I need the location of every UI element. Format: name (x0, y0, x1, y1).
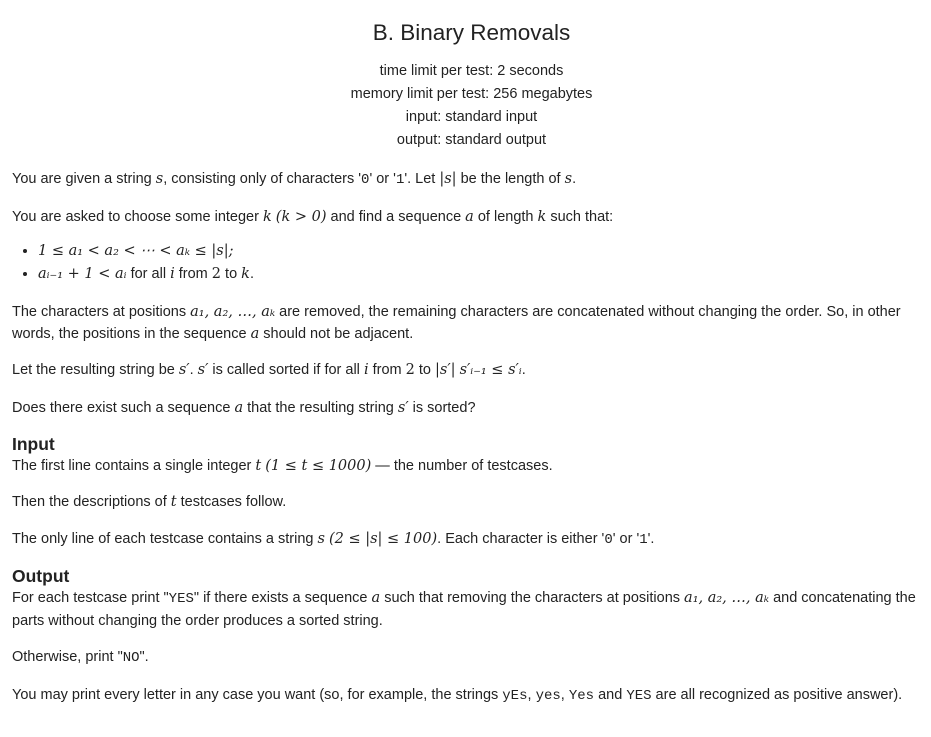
condition-list (12, 240, 931, 286)
input-paragraph-1: The first line contains a single integer t (1 ≤ t ≤ 1000) — the number of testcases. (12, 458, 553, 474)
statement-paragraph-4: Let the resulting string be s′. s′ is called sorted if for all i from 2 to |s′| s′ᵢ₋₁ ≤ s′ᵢ. (12, 362, 526, 378)
time-limit: time limit per test: 2 seconds (379, 63, 564, 79)
statement-paragraph-2: You are asked to choose some integer k (k > 0) and find a sequence a of length k such that: (12, 209, 614, 225)
output-paragraph-3: You may print every letter in any case you want (so, for example, the strings yEs, yes, Yes and YES are all recognized as positive answer). (12, 687, 903, 704)
output-spec: output: standard output (396, 132, 547, 148)
input-paragraph-2: Then the descriptions of t testcases follow. (12, 494, 287, 510)
memory-limit: memory limit per test: 256 megabytes (350, 86, 593, 102)
output-paragraph-1: For each testcase print "YES" if there exists a sequence a such that removing the characters at positions a₁, a₂, …, aₖ and concatenating the parts without changing the order produces a sorted string. (12, 590, 916, 629)
problem-title: B. Binary Removals (372, 20, 571, 45)
statement-paragraph-1: You are given a string s, consisting only of characters '0' or '1'. Let |s| be the length of s. (12, 171, 577, 188)
output-section-title: Output (12, 566, 70, 586)
input-paragraph-3: The only line of each testcase contains a string s (2 ≤ |s| ≤ 100). Each character is either '0' or '1'. (12, 531, 655, 548)
condition-item: • 1 ≤ a₁ < a₂ < ⋯ < aₖ ≤ |s|; (38, 240, 931, 263)
output-paragraph-2: Otherwise, print "NO". (12, 649, 149, 666)
input-spec: input: standard input (405, 109, 538, 125)
problem-header (12, 0, 931, 152)
condition-item: • aᵢ₋₁ + 1 < aᵢ for all i from 2 to k. (38, 263, 931, 286)
input-section-title: Input (12, 434, 55, 454)
statement-paragraph-5: Does there exist such a sequence a that the resulting string s′ is sorted? (12, 400, 476, 416)
statement-paragraph-3: The characters at positions a₁, a₂, …, aₖ are removed, the remaining characters are concatenated without changing the order. So, in other words, the positions in the sequence a should not be adjacent. (12, 304, 901, 342)
